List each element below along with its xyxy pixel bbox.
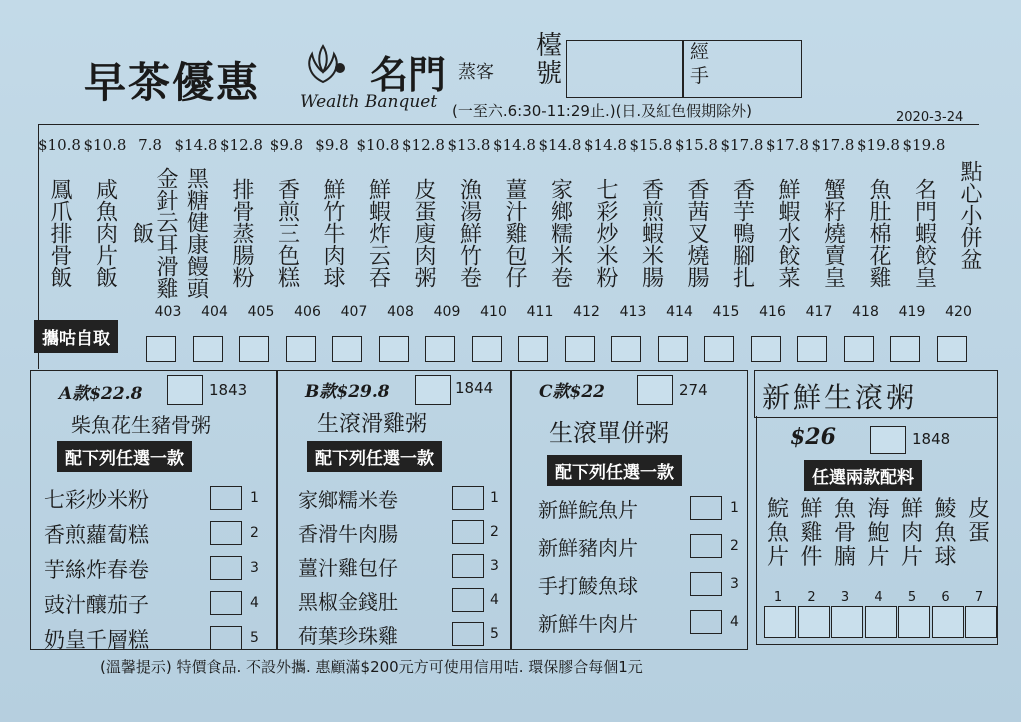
dimsum-name: 金針云耳滑雞飯 [129, 167, 178, 299]
set-c-option-number: 3 [730, 576, 739, 592]
set-a-option-number: 3 [250, 560, 259, 576]
table-number-field[interactable] [566, 40, 684, 98]
dimsum-item [266, 136, 308, 308]
dimsum-price: $14.8 [174, 136, 218, 154]
dimsum-item [448, 136, 490, 308]
dimsum-name: 名門蝦餃皇 [911, 178, 937, 288]
brand-name: 名門 [370, 52, 447, 97]
dimsum-name: 鳳爪排骨飯 [47, 178, 72, 288]
dimsum-item [766, 136, 808, 308]
congee-choose-label: 任選兩款配料 [804, 460, 922, 491]
set-b-option-number: 5 [490, 626, 499, 642]
set-a-choose-label: 配下列任選一款 [57, 441, 192, 472]
dimsum-code: 417 [805, 304, 833, 320]
congee-item-checkbox[interactable] [898, 606, 930, 638]
set-a-checkbox[interactable] [167, 375, 203, 405]
congee-item-number: 6 [941, 590, 950, 605]
congee-item-number: 5 [907, 590, 917, 605]
dimsum-price: $17.8 [766, 136, 809, 154]
dimsum-name: 皮蛋廋肉粥 [411, 178, 436, 288]
dimsum-code: 412 [573, 304, 600, 320]
dimsum-name: 香煎蝦米腸 [638, 178, 664, 288]
dimsum-price: $19.8 [902, 136, 946, 154]
congee-item-checkbox[interactable] [764, 606, 796, 638]
congee-item-label: 皮蛋 [967, 497, 990, 546]
dimsum-code: 411 [526, 304, 554, 320]
dimsum-checkbox[interactable] [658, 336, 688, 362]
dimsum-price: $9.8 [269, 136, 304, 154]
dimsum-name: 魚肚棉花雞 [866, 178, 891, 288]
set-c-option-label: 新鮮豬肉片 [538, 536, 638, 560]
dimsum-name: 排骨蒸腸粉 [229, 178, 254, 288]
dimsum-checkbox[interactable] [332, 336, 362, 362]
dimsum-item [175, 136, 217, 308]
dimsum-name: 蟹籽燒賣皇 [820, 178, 846, 288]
set-a-option-number: 4 [250, 595, 259, 611]
congee-item-label: 鮮雞件 [800, 497, 823, 570]
set-b-price: B款$29.8 [305, 382, 390, 402]
takeaway-label: 攜咕自取 [34, 320, 118, 353]
dimsum-code: 416 [759, 304, 786, 320]
dimsum-name: 黑糖健康饅頭 [183, 167, 209, 299]
set-c-checkbox[interactable] [637, 375, 673, 405]
dimsum-name: 香茜叉燒腸 [684, 178, 709, 288]
set-a-option-number: 1 [250, 490, 259, 506]
congee-item-number: 1 [773, 590, 783, 605]
dimsum-name: 香煎三色糕 [274, 178, 300, 288]
dimsum-checkbox[interactable] [193, 336, 223, 362]
congee-item-label: 鯪魚球 [934, 497, 957, 570]
dimsum-name: 鮮蝦水餃菜 [775, 178, 800, 288]
dimsum-checkbox[interactable] [844, 336, 874, 362]
set-c-option-checkbox[interactable] [690, 496, 722, 520]
congee-item-checkbox[interactable] [798, 606, 830, 638]
set-c-name: 生滾單併粥 [549, 419, 669, 447]
dimsum-price: $12.8 [402, 136, 445, 154]
dimsum-checkbox[interactable] [797, 336, 827, 362]
dimsum-code: 403 [154, 304, 182, 320]
dimsum-name: 家鄉糯米卷 [547, 178, 573, 288]
dimsum-name: 鮮蝦炸云吞 [365, 178, 391, 288]
set-a-option-number: 5 [250, 630, 259, 646]
dimsum-code: 413 [619, 304, 647, 320]
set-a-option-checkbox[interactable] [210, 626, 242, 650]
congee-item-checkbox[interactable] [965, 606, 997, 638]
set-b-option-label: 薑汁雞包仔 [298, 556, 398, 580]
set-a-option-label: 七彩炒米粉 [44, 488, 149, 512]
dimsum-checkbox[interactable] [239, 336, 269, 362]
handler-label: 經手 [690, 41, 710, 87]
congee-item-number: 3 [840, 590, 850, 605]
set-a-option-checkbox[interactable] [210, 591, 242, 615]
dimsum-checkbox[interactable] [937, 336, 967, 362]
set-b-code: 1844 [455, 379, 494, 397]
set-a-option-number: 2 [250, 525, 259, 541]
set-a-price: A款$22.8 [59, 384, 143, 404]
set-b-option-checkbox[interactable] [452, 486, 484, 510]
dimsum-item [630, 136, 672, 308]
page-title: 早茶優惠 [84, 58, 261, 107]
set-b-option-checkbox[interactable] [452, 554, 484, 578]
dimsum-price: 7.8 [138, 136, 162, 154]
dimsum-item [721, 136, 763, 308]
set-b-name: 生滾滑雞粥 [317, 412, 428, 437]
print-date: 2020-3-24 [896, 110, 964, 125]
set-c-option-label: 新鮮牛肉片 [538, 612, 638, 636]
dimsum-item [220, 136, 262, 308]
dimsum-checkbox[interactable] [425, 336, 455, 362]
congee-item-label: 鯇魚片 [766, 497, 789, 570]
set-b-option-number: 3 [490, 558, 499, 574]
set-c-option-number: 2 [730, 538, 739, 554]
set-b-option-label: 黑椒金錢肚 [298, 590, 398, 614]
dimsum-checkbox[interactable] [518, 336, 548, 362]
set-a-option-label: 香煎蘿蔔糕 [44, 523, 149, 547]
dimsum-item [493, 136, 535, 308]
set-c-price: C款$22 [539, 382, 606, 402]
dimsum-code: 414 [666, 304, 693, 320]
dimsum-item [675, 136, 717, 308]
dimsum-item [129, 136, 178, 308]
dimsum-price: $17.8 [811, 136, 855, 154]
dimsum-name: 薑汁雞包仔 [502, 178, 527, 288]
dimsum-code: 407 [340, 304, 368, 320]
dimsum-price: $10.8 [38, 136, 81, 154]
dimsum-code: 410 [480, 304, 507, 320]
set-a-option-checkbox[interactable] [210, 521, 242, 545]
congee-item-label: 海鮑片 [867, 497, 890, 570]
dimsum-code: 408 [387, 304, 414, 320]
dimsum-name: 漁湯鮮竹卷 [456, 178, 482, 288]
dimsum-price: $14.8 [493, 136, 536, 154]
set-a-option-label: 豉汁釀茄子 [44, 593, 149, 617]
congee-item-number: 4 [874, 590, 883, 605]
congee-item-checkbox[interactable] [831, 606, 863, 638]
dimsum-checkbox[interactable] [704, 336, 734, 362]
set-c-option-label: 手打鯪魚球 [538, 574, 638, 598]
dimsum-item [357, 136, 399, 308]
dimsum-price: $15.8 [629, 136, 673, 154]
dimsum-item [584, 136, 626, 308]
dimsum-code: 406 [294, 304, 321, 320]
set-c-option-number: 4 [730, 614, 739, 630]
congee-item-number: 2 [807, 590, 816, 605]
set-b-option-label: 荷葉珍珠雞 [298, 624, 398, 648]
dimsum-code: 409 [433, 304, 461, 320]
set-a-name: 柴魚花生豬骨粥 [71, 413, 211, 437]
set-b-option-label: 香滑牛肉腸 [298, 522, 398, 546]
dimsum-checkbox[interactable] [751, 336, 781, 362]
set-c-option-label: 新鮮鯇魚片 [538, 498, 638, 522]
set-c-option-number: 1 [730, 500, 739, 516]
opening-hours: (一至六.6:30-11:29止.)(日.及紅色假期除外) [452, 102, 753, 120]
dimsum-code: 418 [852, 304, 879, 320]
brand-suffix: 蒸客 [458, 62, 494, 83]
dimsum-price: $14.8 [538, 136, 582, 154]
congee-title: 新鮮生滾粥 [762, 381, 918, 414]
set-b-option-label: 家鄉糯米卷 [298, 488, 398, 512]
dimsum-checkbox[interactable] [565, 336, 595, 362]
set-b-option-number: 1 [490, 490, 499, 506]
dimsum-checkbox[interactable] [472, 336, 502, 362]
restaurant-logo-icon [300, 42, 346, 88]
set-c-option-checkbox[interactable] [690, 610, 722, 634]
set-b-option-checkbox[interactable] [452, 520, 484, 544]
congee-code: 1848 [912, 430, 951, 448]
set-a-code: 1843 [209, 381, 248, 399]
dimsum-code: 415 [712, 304, 740, 320]
dimsum-name: 鮮竹牛肉球 [320, 178, 345, 288]
set-c-code: 274 [679, 381, 708, 399]
congee-item-checkbox[interactable] [932, 606, 964, 638]
dimsum-code: 404 [201, 304, 228, 320]
dimsum-code: 419 [898, 304, 926, 320]
dimsum-price: $10.8 [83, 136, 127, 154]
dimsum-code: 405 [247, 304, 275, 320]
dimsum-item [812, 136, 854, 308]
dimsum-checkbox[interactable] [611, 336, 641, 362]
set-b-option-checkbox[interactable] [452, 622, 484, 646]
dimsum-price: $15.8 [675, 136, 718, 154]
dimsum-checkbox[interactable] [890, 336, 920, 362]
dimsum-item [38, 136, 80, 308]
dimsum-price: $9.8 [315, 136, 349, 154]
footer-note: (溫馨提示) 特價食品. 不設外攜. 惠顧滿$200元方可使用信用咭. 環保膠合每個1元 [100, 658, 643, 676]
dimsum-price: $13.8 [447, 136, 491, 154]
dimsum-item [857, 136, 899, 308]
dimsum-price: $12.8 [220, 136, 263, 154]
set-a-option-checkbox[interactable] [210, 486, 242, 510]
dimsum-item [402, 136, 444, 308]
dimsum-item [539, 136, 581, 308]
dimsum-price: $10.8 [356, 136, 400, 154]
set-b-option-checkbox[interactable] [452, 588, 484, 612]
dimsum-price: $19.8 [857, 136, 900, 154]
set-b-option-number: 2 [490, 524, 499, 540]
dimsum-item [311, 136, 353, 308]
dimsum-checkbox[interactable] [379, 336, 409, 362]
congee-item-checkbox[interactable] [865, 606, 897, 638]
set-b-option-number: 4 [490, 592, 499, 608]
dimsum-item [84, 136, 126, 308]
set-c-option-checkbox[interactable] [690, 534, 722, 558]
dimsum-item [903, 136, 945, 308]
set-c-option-checkbox[interactable] [690, 572, 722, 596]
dimsum-name: 點心小併盆 [957, 160, 982, 270]
dimsum-code: 420 [945, 304, 972, 320]
set-a-option-checkbox[interactable] [210, 556, 242, 580]
dimsum-price: $17.8 [720, 136, 764, 154]
dimsum-item [948, 136, 990, 290]
congee-price: $26 [790, 424, 836, 450]
dimsum-name: 咸魚肉片飯 [92, 178, 118, 288]
set-a-option-label: 芋絲炸春卷 [44, 558, 149, 582]
congee-item-label: 鮮肉片 [900, 497, 923, 570]
dimsum-checkbox[interactable] [286, 336, 316, 362]
dimsum-checkbox[interactable] [146, 336, 176, 362]
set-b-choose-label: 配下列任選一款 [307, 441, 442, 472]
congee-checkbox[interactable] [870, 426, 906, 454]
brand-english: Wealth Banquet [300, 92, 438, 112]
congee-item-number: 7 [974, 590, 984, 605]
dimsum-name: 香芋鴨腳扎 [729, 178, 755, 288]
dimsum-price: $14.8 [584, 136, 627, 154]
table-number-label: 檯號 [536, 31, 563, 89]
dimsum-name: 七彩炒米粉 [593, 178, 618, 288]
set-b-checkbox[interactable] [415, 375, 451, 405]
congee-item-label: 魚骨腩 [833, 497, 856, 570]
set-a-option-label: 奶皇千層糕 [44, 628, 149, 652]
set-c-choose-label: 配下列任選一款 [547, 455, 682, 486]
